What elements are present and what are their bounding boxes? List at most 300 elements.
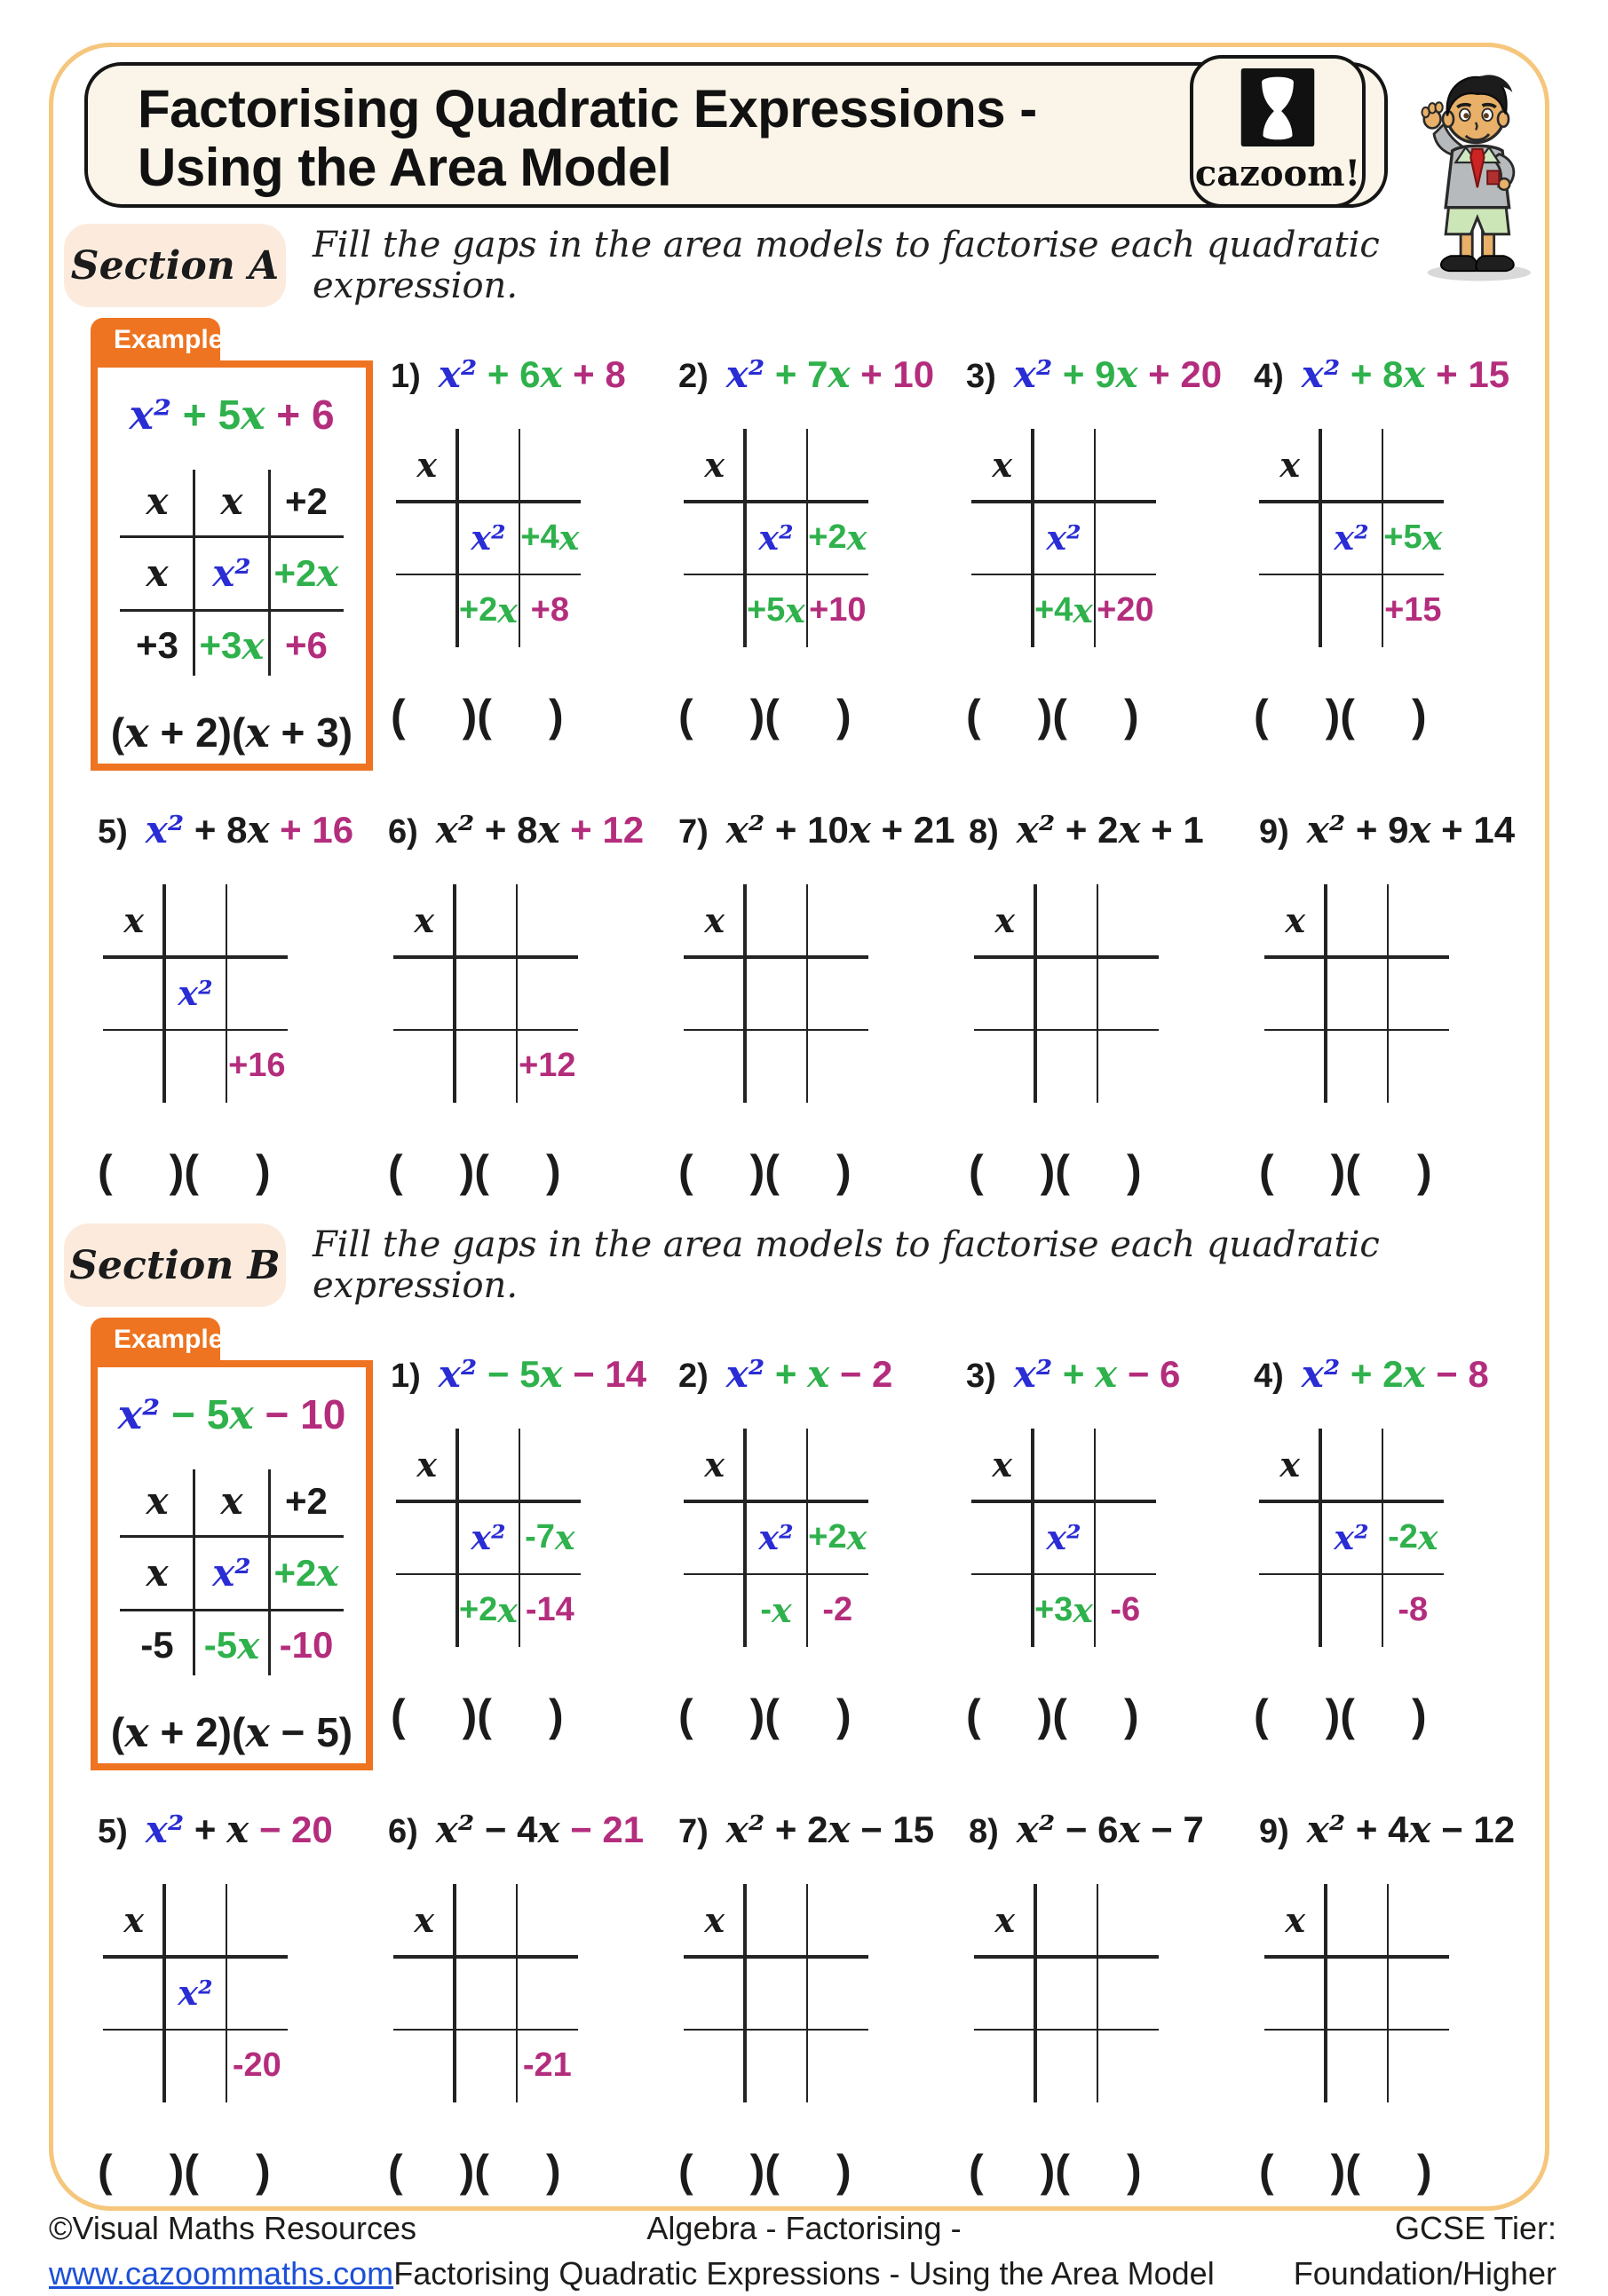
paren: )( <box>1040 1146 1070 1196</box>
paren: ) <box>545 2146 561 2196</box>
grid-cell: x <box>146 479 169 524</box>
math-segment: 2 <box>872 1353 893 1395</box>
grid-cell-empty <box>1264 2030 1326 2102</box>
problem-number: 2) <box>678 1358 709 1395</box>
problem-expression <box>436 1808 644 1851</box>
grid-cell: x² <box>471 1517 506 1558</box>
math-segment: x² <box>1013 352 1053 396</box>
paren: ) <box>1126 2146 1142 2196</box>
math-segment: 6 <box>1160 1353 1181 1395</box>
section-b-problems-1-4 <box>391 1352 1541 1741</box>
problem-number: 7) <box>678 813 709 851</box>
problem-header <box>98 808 353 854</box>
grid-cell-empty <box>745 957 806 1030</box>
grid-cell-empty <box>1095 1501 1156 1574</box>
example-answer: (x + 2)(x + 3) <box>110 709 353 756</box>
paren: ( <box>98 1146 113 1196</box>
paren: )( <box>169 2146 199 2196</box>
grid-cell: x² <box>212 551 251 596</box>
paren: ) <box>1416 2146 1432 2196</box>
paren: ( <box>391 691 406 740</box>
grid-cell: -5 <box>140 1624 174 1667</box>
problem-header <box>98 1808 333 1854</box>
paren: )( <box>1330 1146 1360 1196</box>
area-model-grid <box>1259 429 1444 647</box>
paren: ) <box>836 2146 852 2196</box>
grid-cell-empty <box>807 1884 868 1957</box>
grid-cell-empty <box>455 1957 516 2030</box>
grid-cell: +2 x <box>808 518 867 558</box>
grid-cell: x² <box>1046 1517 1081 1558</box>
grid-cell-empty <box>745 1957 806 2030</box>
problem <box>1254 1352 1541 1741</box>
problem <box>1254 352 1541 741</box>
grid-cell-empty <box>396 502 457 574</box>
problem-expression <box>726 808 955 851</box>
grid-cell: x² <box>758 1517 794 1558</box>
grid-cell: +8 <box>530 591 569 629</box>
answer-blanks <box>388 2145 561 2197</box>
grid-cell-empty <box>974 1957 1035 2030</box>
paren: )( <box>462 1690 492 1740</box>
grid-cell: x <box>414 900 434 941</box>
footer-website-link[interactable]: www.cazoommaths.com <box>49 2255 394 2292</box>
grid-cell: - x <box>760 1590 792 1631</box>
problem-header <box>391 352 626 399</box>
grid-cell: x² <box>178 973 213 1014</box>
grid-cell-empty <box>807 1957 868 2030</box>
paren: ) <box>1411 691 1427 740</box>
footer-tier-value: Foundation/Higher <box>1293 2255 1557 2292</box>
grid-cell: x <box>414 1900 434 1941</box>
grid-cell: x <box>704 445 725 486</box>
problem-header <box>1259 808 1515 854</box>
problem-expression <box>726 1808 934 1851</box>
paren: ) <box>545 1146 561 1196</box>
grid-cell-empty <box>807 957 868 1030</box>
answer-blanks <box>388 1145 561 1197</box>
grid-cell: x <box>1285 900 1305 941</box>
problem <box>391 352 678 741</box>
section-a-instruction: Fill the gaps in the area models to factorise each quadratic expression. <box>313 225 1380 306</box>
answer-blanks <box>1259 2145 1432 2197</box>
problem-number: 9) <box>1259 1813 1289 1850</box>
section-b-example-box <box>91 1360 373 1770</box>
grid-cell-empty <box>1035 884 1097 957</box>
grid-cell-empty <box>226 884 288 957</box>
grid-cell-empty <box>807 1030 868 1103</box>
page-title-line2: Using the Area Model <box>138 138 672 197</box>
paren: ( <box>1259 1146 1274 1196</box>
grid-cell-empty <box>1033 429 1094 502</box>
grid-cell-empty <box>807 884 868 957</box>
problem <box>388 808 678 1197</box>
math-segment: x² <box>1301 1352 1341 1396</box>
grid-cell-empty <box>393 1030 455 1103</box>
math-segment: x² + 2x + 1 <box>1016 808 1204 851</box>
problem-expression <box>1307 1808 1515 1851</box>
problem-header <box>1259 1808 1515 1854</box>
area-model-grid <box>971 429 1156 647</box>
problem-expression <box>1302 352 1509 396</box>
grid-cell-empty <box>455 1884 516 1957</box>
grid-cell-empty <box>103 1957 164 2030</box>
grid-cell: x <box>146 551 169 596</box>
problem-expression <box>1014 1352 1181 1396</box>
grid-cell-empty <box>1259 574 1320 647</box>
math-segment: 10 <box>892 353 935 395</box>
math-segment: + <box>562 353 606 395</box>
area-model-grid <box>971 1429 1156 1647</box>
grid-cell: x <box>1285 1900 1305 1941</box>
math-segment: 7x <box>807 352 851 396</box>
paren: )( <box>749 1690 780 1740</box>
area-model-grid <box>396 429 581 647</box>
grid-cell-empty <box>1388 957 1449 1030</box>
grid-cell-empty <box>1382 1429 1444 1501</box>
problem <box>969 1808 1259 2197</box>
answer-blanks <box>678 1145 852 1197</box>
grid-cell-empty <box>517 1884 578 1957</box>
area-model-grid <box>974 884 1159 1103</box>
math-segment: 5x <box>519 1352 563 1396</box>
grid-cell: x <box>123 1900 144 1941</box>
grid-cell-empty <box>1320 1429 1382 1501</box>
answer-blanks <box>966 690 1139 741</box>
problem-header <box>966 352 1222 399</box>
grid-cell-empty <box>1097 1030 1159 1103</box>
grid-cell-empty <box>226 1957 288 2030</box>
example-area-model-grid <box>120 465 344 682</box>
math-segment: x² + 9x + 14 <box>1306 808 1516 851</box>
problem-header <box>391 1352 646 1398</box>
grid-cell-empty <box>684 1957 745 2030</box>
paren: ) <box>836 1690 852 1740</box>
grid-cell-empty <box>517 957 578 1030</box>
problem-number: 5) <box>98 1813 128 1850</box>
grid-cell-empty <box>1326 2030 1387 2102</box>
math-segment: + <box>764 1353 808 1395</box>
grid-cell: +3 x <box>1034 1590 1093 1631</box>
area-model-grid <box>684 1884 868 2102</box>
math-segment: x² <box>129 391 172 439</box>
cazoom-logo <box>1190 55 1366 208</box>
grid-cell-empty <box>455 884 516 957</box>
math-segment: x² <box>145 808 185 851</box>
grid-cell-empty <box>974 2030 1035 2102</box>
grid-cell-empty <box>1388 1884 1449 1957</box>
grid-cell-empty <box>1097 1884 1159 1957</box>
grid-cell-empty <box>807 1429 868 1501</box>
math-segment: + <box>477 353 520 395</box>
grid-cell-empty <box>1097 2030 1159 2102</box>
problem-header <box>678 1808 934 1854</box>
math-segment: x² <box>725 1352 765 1396</box>
grid-cell: x <box>704 900 725 941</box>
problem-number: 6) <box>388 1813 418 1850</box>
area-model-grid <box>1264 1884 1449 2102</box>
problem-header <box>678 1352 892 1398</box>
grid-cell: -2 <box>822 1591 853 1629</box>
grid-cell-empty <box>455 1030 516 1103</box>
grid-cell: +2 x <box>808 1517 867 1558</box>
math-segment: 20 <box>1180 353 1223 395</box>
example-expression <box>118 1390 346 1438</box>
section-b <box>64 1223 1560 2223</box>
grid-cell: -20 <box>232 2047 281 2085</box>
math-segment: x² + 2x − 15 <box>725 1808 935 1851</box>
grid-cell-empty <box>393 2030 455 2102</box>
math-segment: x² <box>725 352 765 396</box>
paren: )( <box>1040 2146 1070 2196</box>
problem-number: 4) <box>1254 1358 1284 1395</box>
math-segment: 8 <box>605 353 626 395</box>
grid-cell-empty <box>1035 1957 1097 2030</box>
grid-cell: x <box>994 900 1015 941</box>
example-answer: (x + 2)(x − 5) <box>110 1708 353 1756</box>
grid-cell: x <box>146 1551 169 1595</box>
problem-number: 4) <box>1254 358 1284 395</box>
grid-cell-empty <box>457 429 519 502</box>
paren: )( <box>1330 2146 1360 2196</box>
math-segment: − <box>160 1391 207 1437</box>
grid-cell-empty <box>396 1501 457 1574</box>
math-segment: + 12 <box>559 809 645 851</box>
math-segment: x² <box>145 1808 185 1851</box>
grid-cell-empty <box>164 1030 226 1103</box>
problem-expression <box>439 1352 646 1396</box>
math-segment: + <box>1425 353 1469 395</box>
problem <box>678 808 969 1197</box>
grid-cell: x² <box>1046 518 1081 558</box>
problem-expression <box>1302 1352 1489 1396</box>
math-segment: 5x <box>218 391 265 439</box>
grid-cell-empty <box>1035 957 1097 1030</box>
section-a <box>64 224 1560 1223</box>
math-segment: + <box>1052 1353 1096 1395</box>
grid-cell-empty <box>684 574 745 647</box>
section-b-label: Section B <box>64 1223 286 1307</box>
paren: ) <box>1123 1690 1139 1740</box>
problem-expression <box>439 352 626 396</box>
grid-cell-empty <box>745 429 806 502</box>
paren: ( <box>678 1146 693 1196</box>
answer-blanks <box>678 1690 852 1741</box>
answer-blanks <box>678 2145 852 2197</box>
problem-expression <box>146 1808 333 1851</box>
grid-cell: +2 x <box>273 1551 339 1595</box>
paren: ( <box>1254 691 1269 740</box>
math-segment: 8x <box>1382 352 1426 396</box>
paren: )( <box>459 2146 489 2196</box>
answer-blanks <box>1259 1145 1432 1197</box>
grid-cell-empty <box>1259 1501 1320 1574</box>
grid-cell-empty <box>164 884 226 957</box>
paren: )( <box>749 1146 780 1196</box>
grid-cell-empty <box>1326 957 1387 1030</box>
paren: ) <box>548 1690 564 1740</box>
grid-cell-empty <box>1264 1030 1326 1103</box>
grid-cell-empty <box>684 2030 745 2102</box>
grid-cell: -21 <box>522 2047 572 2085</box>
math-segment: − <box>253 1391 301 1437</box>
area-model-grid <box>103 884 288 1103</box>
grid-cell-empty <box>1097 884 1159 957</box>
paren: ( <box>678 691 693 740</box>
grid-cell-empty <box>519 429 581 502</box>
section-b-example-tab: Example <box>91 1318 220 1362</box>
math-segment: + <box>1340 353 1383 395</box>
grid-cell-empty <box>226 957 288 1030</box>
grid-cell-empty <box>103 1030 164 1103</box>
problem <box>98 1808 388 2197</box>
math-segment: 6x <box>519 352 563 396</box>
math-segment: 5x <box>206 1390 254 1438</box>
answer-blanks <box>1254 1690 1427 1741</box>
problem <box>678 352 966 741</box>
grid-cell-empty <box>1388 2030 1449 2102</box>
problem-expression <box>436 808 644 851</box>
footer-topic-line1: Algebra - Factorising - <box>646 2210 962 2246</box>
footer-copyright: ©Visual Maths Resources <box>49 2210 417 2246</box>
paren: )( <box>1325 691 1355 740</box>
problem <box>391 1352 678 1741</box>
grid-cell: +5 x <box>746 590 805 631</box>
paren: )( <box>749 691 780 740</box>
problem-header <box>388 1808 644 1854</box>
grid-cell: -2 x <box>1388 1517 1438 1558</box>
grid-cell: -7 x <box>525 1517 575 1558</box>
math-segment: x² <box>438 352 478 396</box>
answer-blanks <box>1254 690 1427 741</box>
math-segment: 8 <box>1468 1353 1489 1395</box>
problem-number: 8) <box>969 1813 999 1850</box>
grid-cell-empty <box>517 1957 578 2030</box>
grid-cell-empty <box>1035 2030 1097 2102</box>
grid-cell-empty <box>684 502 745 574</box>
grid-cell-empty <box>226 1884 288 1957</box>
paren: ( <box>1254 1690 1269 1740</box>
problem <box>1259 808 1549 1197</box>
math-segment: 14 <box>605 1353 647 1395</box>
paren: )( <box>169 1146 199 1196</box>
grid-cell: x <box>994 1900 1015 1941</box>
grid-cell: -8 <box>1398 1591 1429 1629</box>
grid-cell-empty <box>974 957 1035 1030</box>
answer-blanks <box>969 2145 1142 2197</box>
problem-expression <box>1307 808 1515 851</box>
paren: ) <box>255 1146 271 1196</box>
grid-cell-empty <box>1259 1574 1320 1647</box>
math-segment: 6 <box>311 392 335 438</box>
problem-number: 7) <box>678 1813 709 1850</box>
math-segment: x <box>807 1352 830 1396</box>
grid-cell: -5 x <box>203 1623 260 1667</box>
grid-cell-empty <box>517 884 578 957</box>
area-model-grid <box>684 1429 868 1647</box>
area-model-grid <box>396 1429 581 1647</box>
paren: ) <box>836 1146 852 1196</box>
footer-tier-label: GCSE Tier: <box>1394 2210 1557 2246</box>
paren: ( <box>391 1690 406 1740</box>
problem-expression <box>726 1352 893 1396</box>
grid-cell-empty <box>971 502 1033 574</box>
grid-cell: x² <box>471 518 506 558</box>
problem-expression <box>726 352 934 396</box>
math-segment: + <box>1052 353 1096 395</box>
grid-cell: +3 <box>136 624 178 667</box>
grid-cell: x <box>416 1445 437 1485</box>
problem <box>678 1352 966 1741</box>
grid-cell-empty <box>1259 502 1320 574</box>
math-segment: + 8x <box>184 808 270 851</box>
grid-cell: x² <box>1334 1517 1369 1558</box>
grid-cell: +20 <box>1097 591 1154 629</box>
grid-cell: x <box>146 1479 169 1524</box>
problem-header <box>1254 352 1509 399</box>
paren: )( <box>1325 1690 1355 1740</box>
math-segment: − <box>829 1353 873 1395</box>
grid-cell-empty <box>684 957 745 1030</box>
math-segment: + <box>1137 353 1181 395</box>
grid-cell-empty <box>1264 957 1326 1030</box>
paren: ( <box>388 2146 403 2196</box>
grid-cell-empty <box>745 1030 806 1103</box>
problem-number: 2) <box>678 358 709 395</box>
grid-cell-empty <box>745 2030 806 2102</box>
section-a-problems-1-4 <box>391 352 1541 741</box>
section-b-problems-5-9 <box>98 1808 1549 2197</box>
grid-cell: +2 x <box>273 551 339 596</box>
math-segment: + <box>764 353 808 395</box>
grid-cell: x <box>992 445 1012 486</box>
problem-number: 3) <box>966 358 996 395</box>
grid-cell-empty <box>396 574 457 647</box>
math-segment: − 20 <box>249 1809 333 1850</box>
math-segment: x² + 8x <box>435 808 560 851</box>
grid-cell: x² <box>212 1551 251 1595</box>
grid-cell: x² <box>1334 518 1369 558</box>
grid-cell-empty <box>1326 884 1387 957</box>
section-a-example-box <box>91 360 373 771</box>
grid-cell-empty <box>393 957 455 1030</box>
grid-cell-empty <box>1095 502 1156 574</box>
grid-cell: +6 <box>285 624 328 667</box>
paren: )( <box>1037 1690 1067 1740</box>
problem-expression <box>146 808 353 851</box>
problem <box>966 1352 1254 1741</box>
math-segment: x² − 6x − 7 <box>1016 1808 1204 1851</box>
grid-cell-empty <box>1388 884 1449 957</box>
problem <box>966 352 1254 741</box>
grid-cell: x² <box>758 518 794 558</box>
grid-cell: +4 x <box>1034 590 1093 631</box>
answer-blanks <box>966 1690 1139 1741</box>
grid-cell-empty <box>1326 1030 1387 1103</box>
footer-right <box>1294 2205 1557 2296</box>
grid-cell-empty <box>807 2030 868 2102</box>
grid-cell: +2 x <box>458 590 518 631</box>
grid-cell: +3 x <box>199 623 265 668</box>
area-model-grid <box>393 884 578 1103</box>
answer-blanks <box>98 1145 271 1197</box>
paren: ( <box>678 1690 693 1740</box>
math-segment: − <box>477 1353 520 1395</box>
math-segment: x² <box>438 1352 478 1396</box>
grid-cell-empty <box>1095 429 1156 502</box>
paren: ) <box>1126 1146 1142 1196</box>
cazoom-goblet-icon <box>1240 68 1315 151</box>
